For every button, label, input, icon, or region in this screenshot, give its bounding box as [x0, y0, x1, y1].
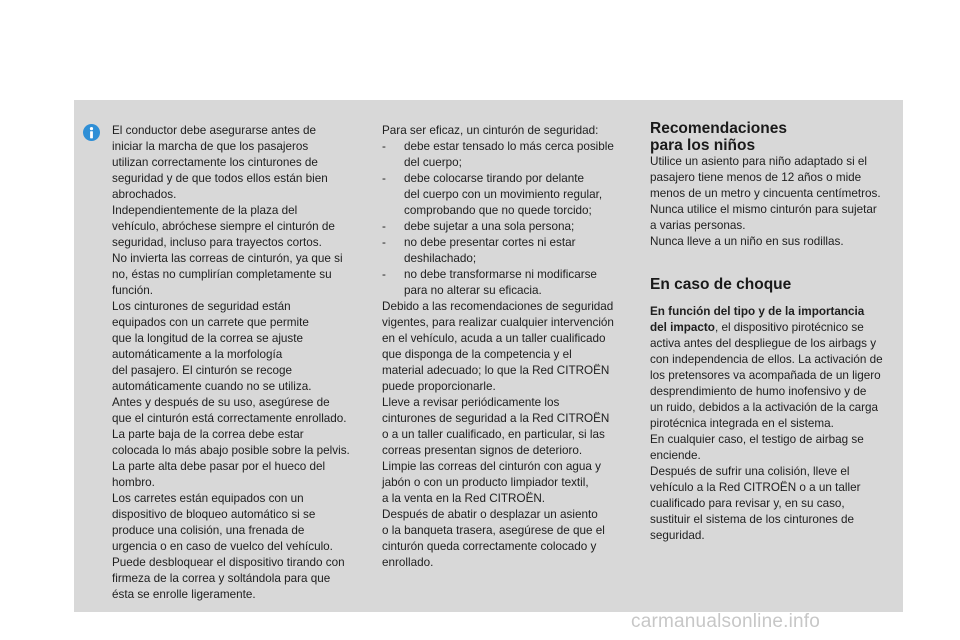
- text-line: ésta se enrolle ligeramente.: [112, 588, 256, 601]
- crash-heading: En caso de choque: [650, 276, 792, 293]
- list-item-line: del cuerpo con un movimiento regular,: [404, 188, 603, 201]
- text-line: colocada lo más abajo posible sobre la pelvis.: [112, 444, 350, 457]
- text-line: seguridad.: [650, 529, 705, 542]
- text-line: cinturones de seguridad a la Red CITROËN: [382, 412, 610, 425]
- list-item-line: deshilachado;: [404, 252, 477, 265]
- text-line: material adecuado; lo que la Red CITROËN: [382, 364, 610, 377]
- list-item: [382, 219, 644, 235]
- text-line: los pretensores va acompañada de un ligero: [650, 369, 881, 382]
- text-line: firmeza de la correa y soltándola para que: [112, 572, 331, 585]
- text-line: que disponga de la competencia y el: [382, 348, 572, 361]
- text-line: no, éstas no cumplirían completamente su: [112, 268, 332, 281]
- text-line: La parte baja de la correa debe estar: [112, 428, 304, 441]
- text-line: produce una colisión, una frenada de: [112, 524, 305, 537]
- text-line: con independencia de ellos. La activación de: [650, 353, 883, 366]
- belt-requirements-column: [382, 123, 644, 571]
- info-note-column: [112, 123, 374, 603]
- list-item-line: debe sujetar a una sola persona;: [404, 220, 575, 233]
- text-line: abrochados.: [112, 188, 177, 201]
- watermark: carmanualsonline.info: [631, 611, 821, 632]
- text-line: pasajero tiene menos de 12 años o mide: [650, 171, 862, 184]
- text-line: desprendimiento de humo inofensivo y de: [650, 385, 867, 398]
- text-line: equipados con un carrete que permite: [112, 316, 309, 329]
- requirements-list: [382, 139, 644, 299]
- text-line: Después de sufrir una colisión, lleve el: [650, 465, 850, 478]
- list-dash: -: [382, 220, 386, 233]
- text-line: El conductor debe asegurarse antes de: [112, 124, 317, 137]
- text-line: hombro.: [112, 476, 155, 489]
- text-line: o a un taller cualificado, en particular, si las: [382, 428, 605, 441]
- list-item: [382, 139, 644, 171]
- text-line: No invierta las correas de cinturón, ya que si: [112, 252, 343, 265]
- list-item: [382, 235, 644, 267]
- list-item-line: no debe transformarse ni modificarse: [404, 268, 597, 281]
- text-line: vehículo a la Red CITROËN o a un taller: [650, 481, 861, 494]
- text-line: pirotécnica integrada en el sistema.: [650, 417, 834, 430]
- text-line: enciende.: [650, 449, 701, 462]
- text-line: seguridad y de que todos ellos están bien: [112, 172, 328, 185]
- text-line: Nunca utilice el mismo cinturón para sujetar: [650, 203, 877, 216]
- list-item-line: comprobando que no quede torcido;: [404, 204, 592, 217]
- text-line: Utilice un asiento para niño adaptado si el: [650, 155, 868, 168]
- text-line: Debido a las recomendaciones de seguridad: [382, 300, 614, 313]
- text-line: vehículo, abróchese siempre el cinturón de: [112, 220, 335, 233]
- text-line: a varias personas.: [650, 219, 746, 232]
- text-line: vigentes, para realizar cualquier intervención: [382, 316, 614, 329]
- text-line: dispositivo de bloqueo automático si se: [112, 508, 316, 521]
- text-line: iniciar la marcha de que los pasajeros: [112, 140, 309, 153]
- text-line: Nunca lleve a un niño en sus rodillas.: [650, 235, 844, 248]
- list-item: [382, 171, 644, 219]
- list-item: [382, 267, 644, 299]
- crash-intro-line: En función del tipo y de la importancia: [650, 305, 865, 318]
- text-line: un ruido, debidos a la activación de la carga: [650, 401, 879, 414]
- children-heading: Recomendaciones para los niños: [650, 120, 787, 154]
- text-line: Los carretes están equipados con un: [112, 492, 304, 505]
- text-line: puede proporcionarle.: [382, 380, 496, 393]
- text-line: función.: [112, 284, 153, 297]
- text-line: sustituir el sistema de los cinturones de: [650, 513, 854, 526]
- text-line: activa antes del despliegue de los airbags y: [650, 337, 877, 350]
- text-line: menos de un metro y cincuenta centímetros.: [650, 187, 881, 200]
- text-line: jabón o con un producto limpiador textil,: [382, 476, 589, 489]
- list-item-line: del cuerpo;: [404, 156, 462, 169]
- text-line: Antes y después de su uso, asegúrese de: [112, 396, 330, 409]
- text-line: Limpie las correas del cinturón con agua y: [382, 460, 601, 473]
- text-line: Los cinturones de seguridad están: [112, 300, 291, 313]
- list-dash: -: [382, 140, 386, 153]
- text-line: seguridad, incluso para trayectos cortos.: [112, 236, 322, 249]
- info-icon: [83, 124, 100, 141]
- text-line: correas presentan signos de deterioro.: [382, 444, 583, 457]
- text-line: Independientemente de la plaza del: [112, 204, 298, 217]
- crash-text: [650, 336, 905, 544]
- maintenance-text: [382, 299, 644, 571]
- list-item-line: no debe presentar cortes ni estar: [404, 236, 576, 249]
- text-line: o la banqueta trasera, asegúrese de que el: [382, 524, 605, 537]
- text-line: Puede desbloquear el dispositivo tirando con: [112, 556, 345, 569]
- requirements-intro: Para ser eficaz, un cinturón de seguridad:: [382, 124, 599, 137]
- list-dash: -: [382, 236, 386, 249]
- text-line: que el cinturón está correctamente enrollado.: [112, 412, 347, 425]
- text-line: Lleve a revisar periódicamente los: [382, 396, 560, 409]
- list-item-line: debe colocarse tirando por delante: [404, 172, 584, 185]
- list-dash: -: [382, 172, 386, 185]
- list-item-line: debe estar tensado lo más cerca posible: [404, 140, 614, 153]
- text-line: automáticamente cuando no se utiliza.: [112, 380, 312, 393]
- crash-intro-line: del impacto, el dispositivo pirotécnico se: [650, 321, 864, 334]
- list-item-line: para no alterar su eficacia.: [404, 284, 542, 297]
- text-line: cualificado para revisar y, en su caso,: [650, 497, 845, 510]
- text-line: En cualquier caso, el testigo de airbag se: [650, 433, 864, 446]
- children-text: [650, 154, 905, 250]
- text-line: en el vehículo, acuda a un taller cualificado: [382, 332, 606, 345]
- text-line: La parte alta debe pasar por el hueco del: [112, 460, 326, 473]
- list-dash: -: [382, 268, 386, 281]
- text-line: enrollado.: [382, 556, 434, 569]
- text-line: utilizan correctamente los cinturones de: [112, 156, 318, 169]
- text-line: automáticamente a la morfología: [112, 348, 283, 361]
- text-line: cinturón queda correctamente colocado y: [382, 540, 597, 553]
- text-line: que la longitud de la correa se ajuste: [112, 332, 304, 345]
- text-line: del pasajero. El cinturón se recoge: [112, 364, 292, 377]
- children-and-crash-column: [650, 120, 905, 544]
- text-line: a la venta en la Red CITROËN.: [382, 492, 546, 505]
- text-line: Después de abatir o desplazar un asiento: [382, 508, 598, 521]
- text-line: urgencia o en caso de vuelco del vehículo.: [112, 540, 333, 553]
